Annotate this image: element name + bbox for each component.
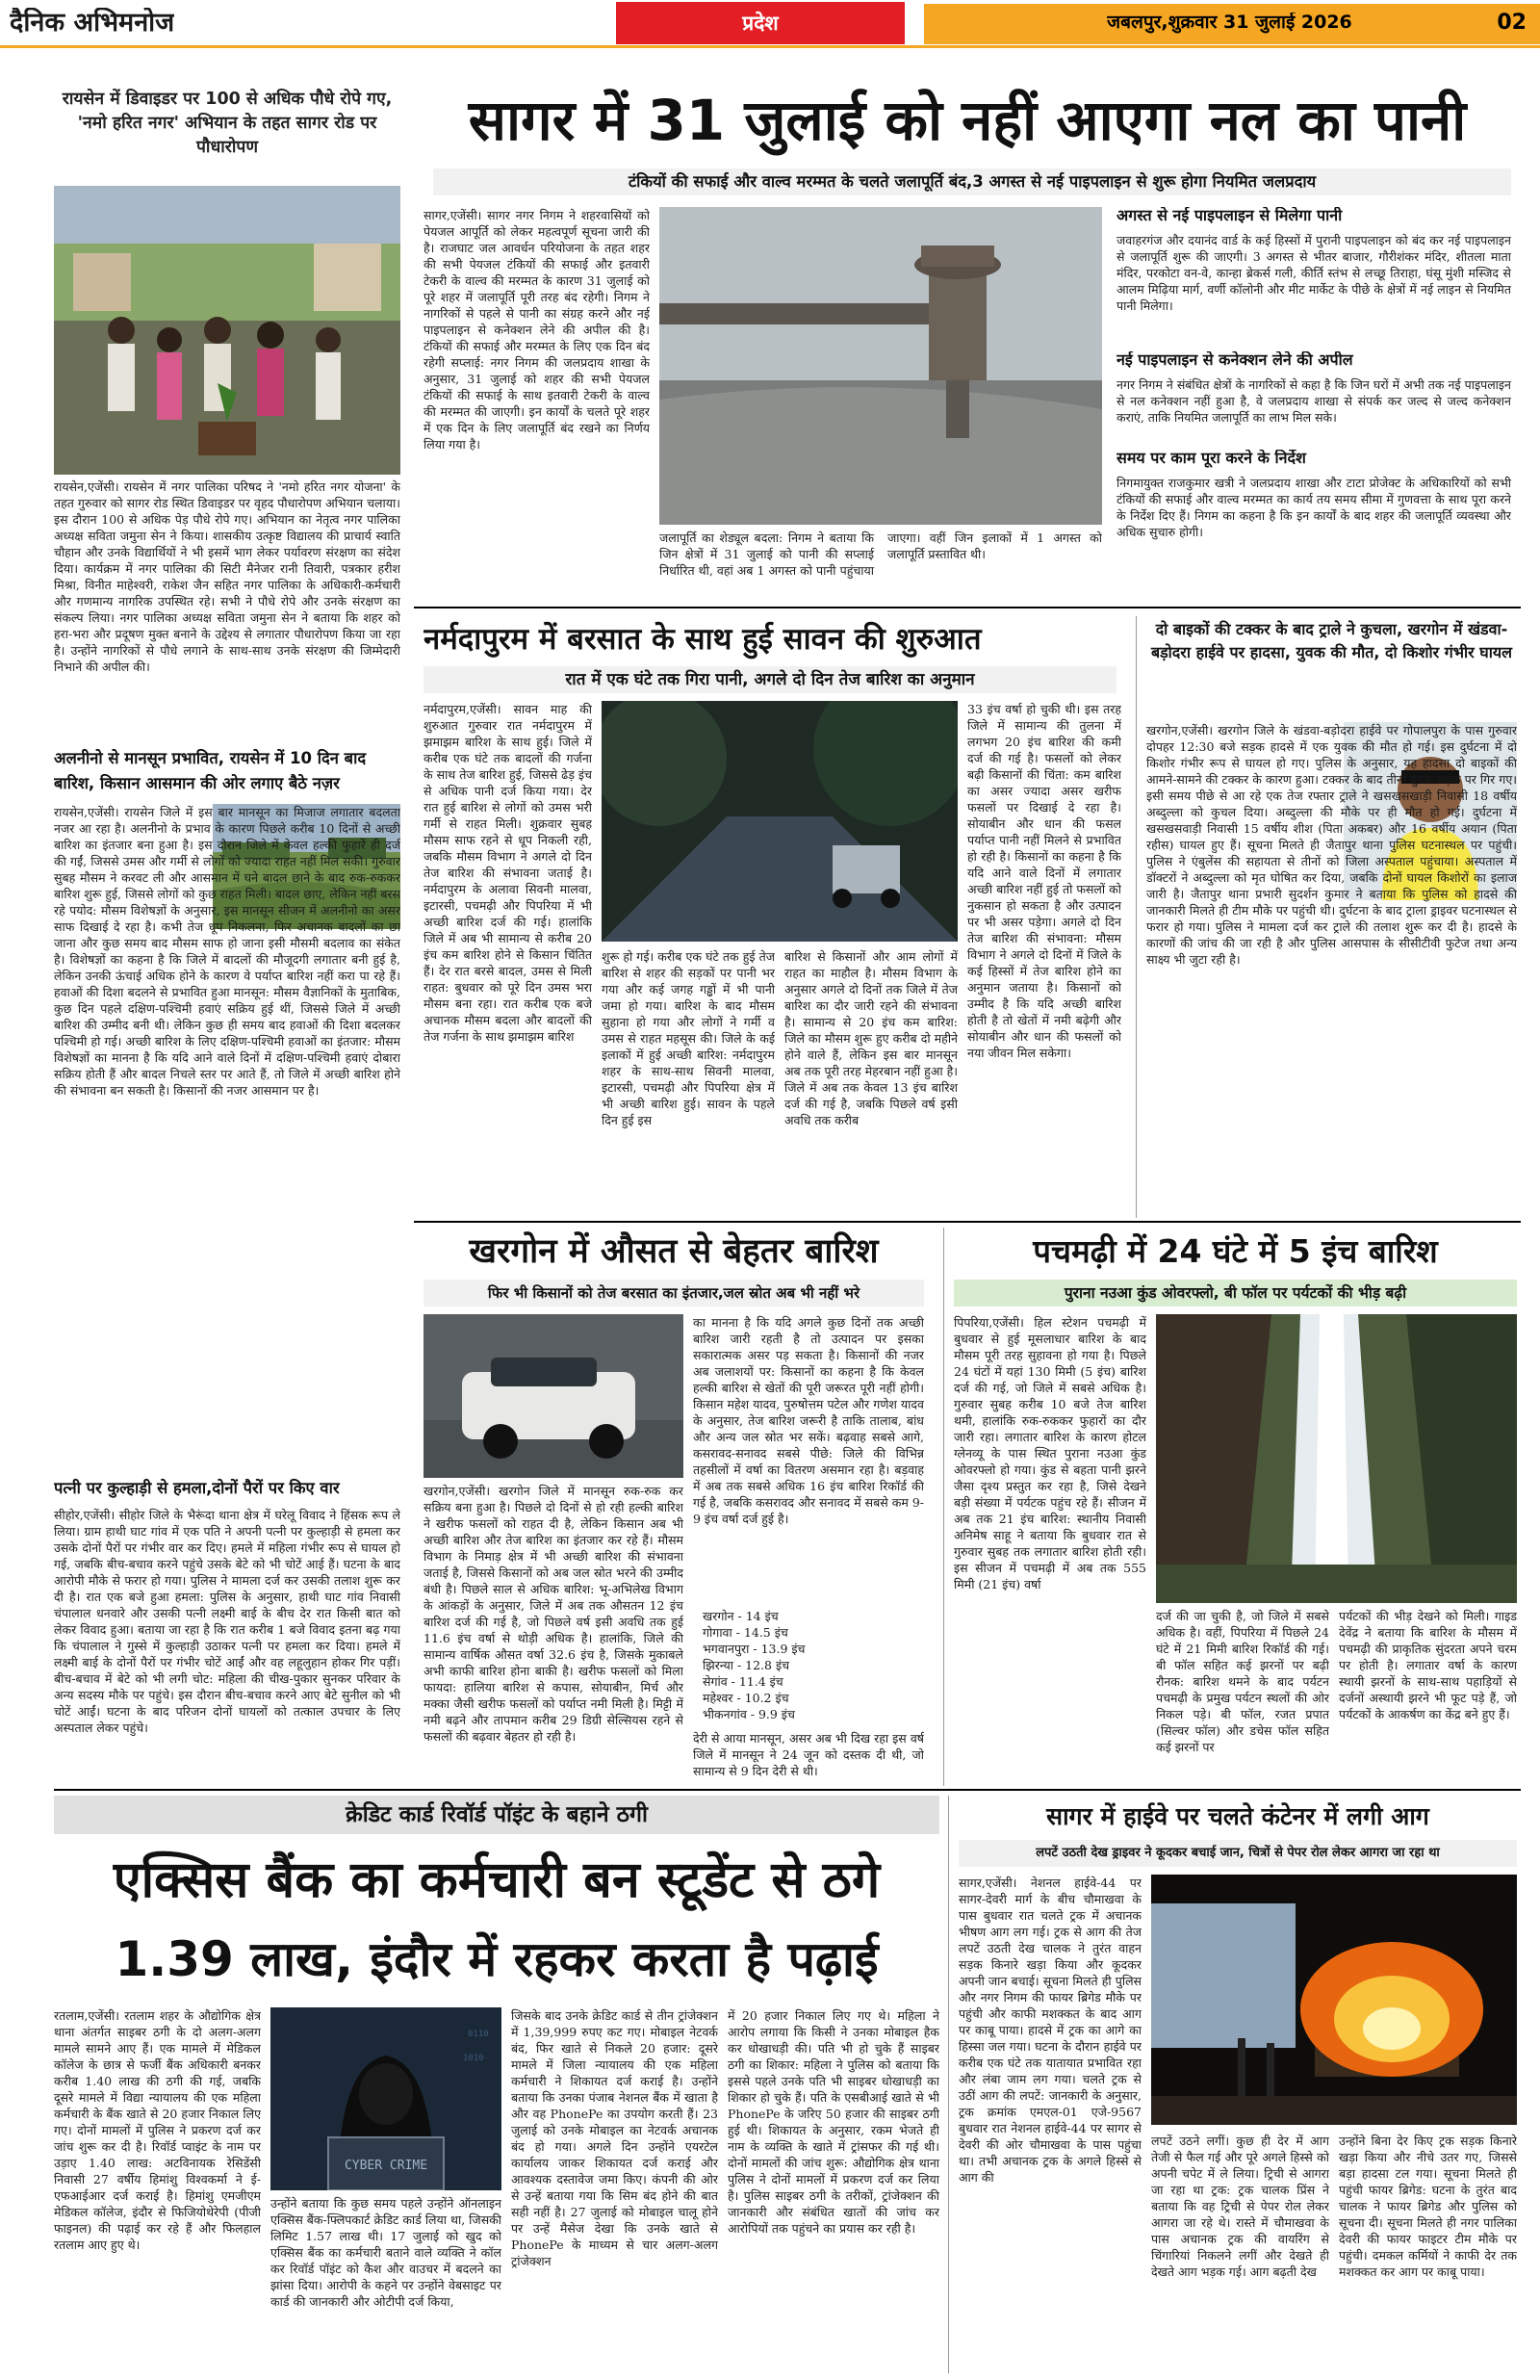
pachmarhi-col1: पिपरिया,एजेंसी। हिल स्टेशन पचमढ़ी में बुधवार से हुई मूसलाधार बारिश के बाद मौसम पूरी तरह सुहावना हो गया है। पिछले 24 घंटों में यहां 130 मिमी (5 इंच) बारिश दर्ज की गई, जो जिले में सबसे अधिक है। गुरुवार सुबह करीब 10 बजे तेज बारिश थमी, हालांकि रुक-रुककर फुहारों का दौर जारी रहा। लगातार बारिश के कारण होटल ग्लेनव्यू के पास स्थित पुराना नउआ कुंड ओवरफ्लो हो गया। कुंड से बहता पानी झरने जैसा दृश्य प्रस्तुत कर रहा है, जिसे देखने बड़ी संख्या में पर्यटक पहुंच रहे हैं। सीजन में अब तक 21 इंच बारिश: स्थानीय निवासी अनिमेष साहू ने बताया कि बुधवार रात से गुरुवार सुबह तक लगातार बारिश होती रही। इस सीजन में पचमढ़ी में अब तक 555 मिमी (21 इंच) वर्षा [954,1315,1146,1591]
khargone-rain-headline: खरगोन में औसत से बेहतर बारिश [469,1232,879,1271]
fraud-photo-caption: उन्होंने बताया कि कुछ समय पहले उन्होंने ऑनलाइन एक्सिस बैंक-फ्लिपकार्ट क्रेडिट कार्ड लिया था, जिसकी लिमिट 1.57 लाख थी। 17 जुलाई को खुद को एक्सिस बैंक का कर्मचारी बताने वाले व्यक्ति ने कॉल कर रिवॉर्ड पॉइंट को कैश और वाउचर में बदलने का झांसा दिया। आरोपी के कहने पर उन्होंने वेबसाइट पर कार्ड की जानकारी और ओटीपी दर्ज किया, [270,2196,501,2309]
sagar-fire-col3: उन्होंने बिना देर किए ट्रक सड़क किनारे खड़ा किया और नीचे उतर गए, जिससे बड़ा हादसा टल गया। सूचना मिलते ही पहुंची फायर ब्रिगेड: घटना के तुरंत बाद चालक ने फायर ब्रिगेड और पुलिस को सूचना दी। सूचना मिलते ही नगर पालिका देवरी की फायर फाइटर टीम मौके पर पहुंची। दमकल कर्मियों ने काफी देर तक मशक्कत कर आग पर काबू पाया। [1339,2134,1517,2279]
story-axe-attack-headline: पत्नी पर कुल्हाड़ी से हमला,दोनों पैरों पर किए वार [54,1479,340,1497]
khargone-rain-col2-tail: देरी से आया मानसून, असर अब भी दिख रहा इस वर्ष जिले में मानसून ने 24 जून को दस्तक दी थी, जो सामान्य से 9 दिन देरी से थी। [693,1731,924,1778]
side-para-3: निगमायुक्त राजकुमार खत्री ने जलप्रदाय शाखा और टाटा प्रोजेक्ट के अधिकारियों को सभी टंकियों की सफाई और वाल्व मरम्मत का कार्य तय समय सीमा में गुणवत्ता के साथ पूरा करने के निर्देश दिए हैं। निगम का कहना है कि इन कार्यों के बाद शहर की जलापूर्ति व्यवस्था और अधिक सुचारु होगी। [1116,476,1511,539]
khargone-accident-headline: दो बाइकों की टक्कर के बाद ट्राले ने कुचला, खरगोन में खंडवा-बड़ोदरा हाईवे पर हादसा, युवक की मौत, दो किशोर गंभीर घायल [1150,620,1513,661]
cyber-crime-screen-text: CYBER CRIME [344,2159,428,2173]
water-tank-photo-svg [659,207,1102,525]
story-alnino-headline: अलनीनो से मानसून प्रभावित, रायसेन में 10 दिन बाद बारिश, किसान आसमान की ओर लगाए बैठे नज़र [54,749,367,792]
khargone-rain-subhead: फिर भी किसानों को तेज बरसात का इंतजार,जल स्रोत अब भी नहीं भरे [424,1280,924,1306]
hacker-photo-svg [270,2007,501,2190]
pachmarhi-subhead: पुराना नउआ कुंड ओवरफ्लो, बी फॉल पर पर्यटकों की भीड़ बढ़ी [954,1280,1517,1306]
left-column [54,82,400,1776]
section-label: प्रदेश [742,12,779,35]
hacker-photo [270,2007,501,2190]
khargone-accident-story [1136,616,1521,1218]
khargone-rain-col2: का मानना है कि यदि अगले कुछ दिनों तक अच्छी बारिश जारी रहती है तो उत्पादन पर इसका सकारात्मक असर पड़ सकता है। किसानों की नजर अब जलाशयों पर: किसानों का कहना है कि केवल हल्की बारिश से खेतों की पूरी जरूरत पूरी नहीं होगी। किसान महेश यादव, पुरुषोत्तम पटेल और गणेश यादव के अनुसार, तेज बारिश जरूरी है ताकि तालाब, बांध और अन्य जल स्रोत भर सकें। बढ़वाह सबसे आगे, कसरावद-सनावद सबसे पीछे: जिले की विभिन्न तहसीलों में वर्षा का वितरण असमान रहा है। बड़वाह में अब तक सबसे अधिक 16 इंच बारिश रिकॉर्ड की गई है, जबकि कसरावद और सनावद में सबसे कम 9-9 इंच वर्षा दर्ज हुई है। [693,1315,924,1526]
lead-body-left: सागर,एजेंसी। सागर नगर निगम ने शहरवासियों को पेयजल आपूर्ति को लेकर महत्वपूर्ण सूचना जारी की है। राजघाट जल आवर्धन परियोजना के तहत शहर की सभी पेयजल टंकियों की सफाई और इतवारी टेकरी के वाल्व की मरम्मत के कारण 31 जुलाई को पूरे शहर में जलापूर्ति पूरी तरह बंद रहेगी। निगम ने नागरिकों से पहले से पानी का संग्रह करने और नई पाइपलाइन से कनेक्शन लेने की अपील की है। टंकियों की सफाई और मरम्मत के लिए एक दिन बंद रहेगी सप्लाई: नगर निगम की जलप्रदाय शाखा के अनुसार, 31 जुलाई को शहर की सभी पेयजल टंकियों की सफाई के साथ इतवारी टेकरी के वाल्व की मरम्मत की जाएगी। इन कार्यों के चलते पूरे शहर में एक दिन के लिए जलापूर्ति बंद रखने का निर्णय लिया गया है। [424,208,650,452]
pachmarhi-col2: दर्ज की जा चुकी है, जो जिले में सबसे अधिक है। वहीं, पिपरिया में पिछले 24 घंटे में 21 मिमी बारिश रिकॉर्ड की गई। बी फॉल सहित कई झरनों पर बढ़ी रौनक: बारिश थमने के बाद पर्यटन पचमढ़ी के प्रमुख पर्यटन स्थलों की ओर निकल पड़े। बी फॉल, रजत प्रपात (सिल्वर फॉल) और डचेस फॉल सहित कई झरनों पर [1156,1609,1329,1754]
plantation-photo-svg [54,186,400,475]
side-para-2: नगर निगम ने संबंधित क्षेत्रों के नागरिकों से कहा है कि जिन घरों में अभी तक नई पाइपलाइन से नल कनेक्शन नहीं हुआ है, वे जलप्रदाय शाखा से संपर्क कर जल्द से जल्द कनेक्शन कराएं, ताकि नियमित जलापूर्ति का लाभ मिल सके। [1116,377,1511,425]
lead-subhead: टंकियों की सफाई और वाल्व मरम्मत के चलते जलापूर्ति बंद,3 अगस्त से नई पाइपलाइन से शुरू होगा नियमित जलप्रदाय [433,168,1511,195]
story-raisen-plantation-body: रायसेन,एजेंसी। रायसेन में नगर पालिका परिषद ने 'नमो हरित नगर योजना' के तहत गुरुवार को सागर रोड स्थित डिवाइडर पर वृहद पौधारोपण अभियान चलाया। इस दौरान 100 से अधिक पेड़ पौधे रोपे गए। अभियान का नेतृत्व नगर पालिका अध्यक्ष सविता जमुना सेन ने किया। शासकीय उत्कृष्ट विद्यालय की प्राचार्य स्वाति चौहान और उनके विद्यार्थियों ने भी इसमें भाग लेकर पर्यावरण संरक्षण का संदेश दिया। कार्यक्रम में नगर पालिका की सिटी मैनेजर रानी तिवारी, पत्रकार हरीश मिश्रा, विनीत माहेश्वरी, राकेश जैन सहित नगर पालिका के अधिकारी-कर्मचारी और गणमान्य नागरिक उपस्थित रहे। सभी ने पौधे रोपे और उनके संरक्षण का संकल्प लिया। नगर पालिका अध्यक्ष सविता जमुना सेन ने बताया कि शहर को हरा-भरा और प्रदूषण मुक्त बनाने के उद्देश्य से लगातार पौधारोपण किया जा रहा है। उन्होंने नागरिकों से पौधे लगाने के साथ-साथ उनके संरक्षण की जिम्मेदारी निभाने की अपील की। [54,479,400,674]
rain-list-item: भीकनगांव - 9.9 इंच [703,1707,795,1721]
narmadapuram-col1: नर्मदापुरम,एजेंसी। सावन माह की शुरुआत गुरुवार रात नर्मदापुरम में झमाझम बारिश के साथ हुई। जिले में करीब एक घंटे तक बादलों की गर्जना के साथ तेज बारिश हुई, जिससे ढेड़ इंच से अधिक पानी दर्ज किया गया। देर रात हुई बारिश से लोगों को उमस भरी गर्मी से राहत मिली। शुक्रवार सुबह मौसम साफ रहने से धूप निकली रही, जबकि मौसम विभाग ने अगले दो दिन तेज बारिश की संभावना जताई है। नर्मदापुरम के अलावा सिवनी मालवा, इटारसी, पचमढ़ी और पिपरिया में भी अच्छी बारिश दर्ज की गई। हालांकि जिले में अब भी सामान्य से करीब 20 इंच कम बारिश होने से किसान चिंतित हैं। देर रात बरसे बादल, उमस से मिली राहत: बुधवार को पूरे दिन उमस भरा मौसम बना रहा। रात करीब एक बजे अचानक मौसम बदला और बादलों की तेज गर्जना के साथ झमाझम बारिश [424,702,592,1044]
sagar-fire-headline: सागर में हाईवे पर चलते कंटेनर में लगी आग [1046,1802,1429,1830]
car-rain-photo-svg [424,1314,683,1478]
side-subhead-1: अगस्त से नई पाइपलाइन से मिलेगा पानी [1116,207,1343,224]
fraud-story [54,1796,939,2373]
narmadapuram-headline: नर्मदापुरम में बरसात के साथ हुई सावन की शुरुआत [424,622,982,657]
rain-list-item: महेश्वर - 10.2 इंच [703,1691,789,1705]
rain-list-item: खरगोन - 14 इंच [703,1609,779,1623]
rain-tehsil-list [703,1608,924,1728]
fraud-col3: में 20 हजार निकाल लिए गए थे। महिला ने आरोप लगाया कि किसी ने उनका मोबाइल हैक कर धोखाधड़ी की। पति भी हो चुके हैं साइबर ठगी का शिकार: महिला ने पुलिस को बताया कि इससे पहले उनके पति भी साइबर धोखाधड़ी का शिकार हो चुके हैं। पति के एसबीआई खाते से भी PhonePe के जरिए 50 हजार की साइबर ठगी हुई थी। शिकायत के अनुसार, रकम भेजते ही नाम के व्यक्ति के खाते में ट्रांसफर की गई थी। दोनों मामलों की जांच शुरू: औद्योगिक क्षेत्र थाना पुलिस ने दोनों मामलों में प्रकरण दर्ज कर लिया है। पुलिस साइबर ठगी के तरीकों, ट्रांजेक्शन की जानकारी और संबंधित खातों की जांच कर आरोपियों तक पहुंचने का प्रयास कर रही है। [728,2008,939,2236]
masthead [0,0,1540,48]
rain-list-item: झिरन्या - 12.8 इंच [703,1658,790,1672]
story-axe-attack-body: सीहोर,एजेंसी। सीहोर जिले के भैरूंदा थाना क्षेत्र में घरेलू विवाद ने हिंसक रूप ले लिया। ग्राम हाथी घाट गांव में एक पति ने अपनी पत्नी पर कुल्हाड़ी से हमला कर उसके दोनों पैरों पर गंभीर वार कर दिए। हमले में महिला गंभीर रूप से घायल हो गई, जबकि बीच-बचाव करने पहुंचे उसके बेटे को भी चोटें आई हैं। घटना के बाद आरोपी मौके से फरार हो गया। पुलिस ने मामला दर्ज कर उसकी तलाश शुरू कर दी है। रात एक बजे हुआ हमला: पुलिस के अनुसार, हाथी घाट गांव निवासी चंपालाल धनवारे और उसकी पत्नी लक्ष्मी बाई के बीच देर रात किसी बात को लेकर विवाद हुआ। बताया जा रहा है कि रात करीब 1 बजे विवाद इतना बढ़ गया कि चंपालाल ने गुस्से में कुल्हाड़ी उठाकर पत्नी पर हमला कर दिया। हमले में लक्ष्मी बाई के दोनों पैरों पर गंभीर चोटें आईं और वह लहूलुहान होकर गिर पड़ीं। बीच-बचाव में बेटे को भी लगी चोट: महिला की चीख-पुकार सुनकर परिवार के अन्य सदस्य मौके पर पहुंचे। इस दौरान बीच-बचाव करने आए बेटे सुनील को भी चोटें आईं। घटना के बाद परिजन दोनों घायलों को तत्काल उपचार के लिए अस्पताल लेकर पहुंचे। [54,1508,400,1735]
dateline: जबलपुर,शुक्रवार 31 जुलाई 2026 [1107,13,1352,33]
rain-road-photo-svg [602,701,958,942]
rain-list-item: गोगावा - 14.5 इंच [703,1625,788,1640]
khargone-rain-story [414,1228,934,1786]
car-rain-photo [424,1314,683,1478]
lead-headline: सागर में 31 जुलाई को नहीं आएगा नल का पानी [468,88,1467,153]
lead-divider [414,607,1521,608]
plantation-photo [54,186,400,475]
fraud-kicker: क्रेडिट कार्ड रिवॉर्ड पॉइंट के बहाने ठगी [54,1796,939,1834]
khargone-rain-col1: खरगोन,एजेंसी। खरगोन जिले में मानसून रुक-रुक कर सक्रिय बना हुआ है। पिछले दो दिनों से हो रही हल्की बारिश ने खरीफ फसलों को राहत दी है, लेकिन किसान अब भी अच्छी बारिश और तेज बारिश का इंतजार कर रहे हैं। मौसम विभाग के निमाड़ क्षेत्र में भी अच्छी बारिश की संभावना जताई है, जिससे किसानों को अब जल स्रोत भरने की उम्मीद बंधी है। पिछले साल से अधिक बारिश: भू-अभिलेख विभाग के आंकड़ों के अनुसार, जिले में अब तक औसतन 12 इंच बारिश दर्ज की गई है, जो पिछले वर्ष इसी अवधि तक हुई 11.6 इंच वर्षा से थोड़ी अधिक है। हालांकि, जिले की सामान्य वार्षिक औसत वर्षा 32.6 इंच है, जिसके मुकाबले अभी काफी बारिश होना बाकी है। खरीफ फसलों को मिला फायदा: हालिया बारिश से कपास, सोयाबीन, मिर्च और मक्का जैसी खरीफ फसलों को पर्याप्त नमी मिली है। मिट्टी में नमी बढ़ने और तापमान करीब 29 डिग्री सेल्सियस रहने से फसलों की बढ़वार बेहतर हो रही है। [424,1484,683,1744]
fraud-col2: जिसके बाद उनके क्रेडिट कार्ड से तीन ट्रांजेक्शन में 1,39,999 रुपए कट गए। मोबाइल नेटवर्क बंद, फिर खाते से निकले 20 हजार: दूसरे मामले में जिला न्यायालय की एक महिला कर्मचारी ने शिकायत दर्ज कराई है। उन्होंने बताया कि उनका पंजाब नेशनल बैंक में खाता है और वह PhonePe का उपयोग करती हैं। 23 जुलाई को उनके मोबाइल का नेटवर्क अचानक बंद हो गया। अगले दिन उन्होंने एयरटेल कार्यालय जाकर शिकायत दर्ज कराई और आवश्यक दस्तावेज जमा किए। कंपनी की ओर से उन्हें बताया गया कि सिम बंद होने की बात सही नहीं है। 27 जुलाई को मोबाइल चालू होने पर उन्हें मैसेज देखा कि उनके खाते से PhonePe के माध्यम से चार अलग-अलग ट्रांजेक्शन [511,2008,718,2268]
section-tab [616,2,905,44]
date-bar [924,4,1540,44]
sagar-fire-subhead: लपटें उठती देख ड्राइवर ने कूदकर बचाई जान, चित्रों से पेपर रोल लेकर आगरा जा रहा था [959,1840,1517,1867]
truck-fire-photo-svg [1151,1875,1517,2125]
side-subhead-2: नई पाइपलाइन से कनेक्शन लेने की अपील [1116,351,1353,369]
sagar-fire-col2: लपटें उठने लगीं। कुछ ही देर में आग तेजी से फैल गई और पूरे अगले हिस्से को अपनी चपेट में ले लिया। ट्रिची से आगरा जा रहा था ट्रक: ट्रक चालक प्रिंस ने बताया कि वह ट्रिची से पेपर रोल लेकर आगरा जा रहे थे। रास्ते में चौमाखवा के पास अचानक ट्रक की वायरिंग से चिंगारियां निकलने लगीं और देखते ही देखते आग भड़क गई। आग बढ़ती देख [1151,2134,1329,2279]
story-alnino-body: रायसेन,एजेंसी। रायसेन जिले में इस बार मानसून का मिजाज लगातार बदलता नजर आ रहा है। अलनीनो के प्रभाव के कारण पिछले करीब 10 दिनों से अच्छी बारिश का इंतजार बना हुआ है। इस दौरान जिले में केवल हल्की फुहारें ही दर्ज की गईं, जिससे उमस और गर्मी से लोगों को ज्यादा राहत नहीं मिल सकी। गुरुवार सुबह मौसम ने करवट ली और आसमान में घने बादल छाने के बाद रुक-रुककर बारिश शुरू हुई, जिससे लोगों को कुछ राहत मिली। बादल छाए, लेकिन नहीं बरस रहे पयोद: मौसम विशेषज्ञों के अनुसार, इस मानसून सीजन में अलनीनो का असर साफ दिखाई दे रहा है। कभी तेज धूप निकलना, फिर अचानक बादलों का छा जाना और कुछ समय बाद मौसम साफ हो जाना इसी मौसमी बदलाव का संकेत है। विशेषज्ञों का कहना है कि जिले में बादलों की मौजूदगी लगातार बनी हुई है, लेकिन उनकी ऊंचाई अधिक होने के कारण वे पर्याप्त बारिश नहीं करा पा रहे हैं। हवाओं की दिशा बदलने से प्रभावित हुआ मानसून: मौसम वैज्ञानिकों के मुताबिक, कुछ दिन पहले दक्षिण-पश्चिमी हवाएं सक्रिय हुई थीं, जिससे जिले में अच्छी बारिश की उम्मीद बनी थी। लेकिन कुछ ही समय बाद हवाओं की दिशा बदलकर पश्चिमी हो गई। अच्छी बारिश के लिए दक्षिण-पश्चिमी हवाओं का इंतजार: मौसम विशेषज्ञों का मानना है कि यदि आने वाले दिनों में दक्षिण-पश्चिमी हवाएं दोबारा सक्रिय होती हैं और बादल निचले स्तर पर आते हैं, तो जिले में अच्छी बारिश होने की संभावना बन सकती है। किसानों की नजर आसमान पर है। [54,805,400,1098]
fraud-headline-line2: 1.39 लाख, इंदौर में रहकर करता है पढ़ाई [115,1931,879,1987]
waterfall-photo [1156,1314,1517,1603]
narmadapuram-subhead: रात में एक घंटे तक गिरा पानी, अगले दो दिन तेज बारिश का अनुमान [424,666,1116,693]
side-para-1: जवाहरगंज और दयानंद वार्ड के कई हिस्सों में पुरानी पाइपलाइन को बंद कर नई पाइपलाइन से जलापूर्ति शुरू की जाएगी। 3 अगस्त से भीतर बाजार, गौरीशंकर मंदिर, शीतला माता मंदिर, परकोटा वन-वे, कान्हा ब्रेकर्स गली, कीर्ति स्तंभ से लच्छू तिराहा, घंसू मुंशी मस्जिद से आलम मिढ़िया मार्ग, वर्णी कॉलोनी और मीट मार्केट के पीछे के क्षेत्रों में नई लाइन से नियमित पानी मिलेगा। [1116,233,1511,313]
lead-photo-caption: जलापूर्ति का शेड्यूल बदला: निगम ने बताया कि जिन क्षेत्रों में 31 जुलाई को पानी की सप्लाई निर्धारित थी, वहां अब 1 अगस्त को पानी पहुंचाया जाएगा। वहीं जिन इलाकों में 1 अगस्त को जलापूर्ति प्रस्तावित थी। [659,530,1102,578]
pachmarhi-col3: पर्यटकों की भीड़ देखने को मिली। गाइड देवेंद्र ने बताया कि बारिश के मौसम में पचमढ़ी की प्राकृतिक सुंदरता अपने चरम पर होती है। लगातार वर्षा के कारण स्थायी झरनों के साथ-साथ पहाड़ियों से दर्जनों अस्थायी झरने भी फूट पड़े हैं, जो पर्यटकों के आकर्षण का केंद्र बने हुए हैं। [1339,1609,1517,1721]
rain-list-item: भगवानपुरा - 13.9 इंच [703,1642,806,1656]
svg-text:0110: 0110 [468,2030,489,2039]
sagar-fire-col1: सागर,एजेंसी। नेशनल हाईवे-44 पर सागर-देवरी मार्ग के बीच चौमाखवा के पास बुधवार रात चलते ट्रक में अचानक भीषण आग लग गई। ट्रक से आग की तेज लपटें उठती देख चालक ने तुरंत वाहन सड़क किनारे खड़ा किया और कूदकर अपनी जान बचाई। सूचना मिलते ही पुलिस और नगर निगम की फायर ब्रिगेड मौके पर पहुंची और काफी मशक्कत के बाद आग पर काबू पाया। हादसे में ट्रक का आगे का हिस्सा जल गया। घटना के दौरान हाईवे पर करीब एक घंटे तक यातायात प्रभावित रहा और लंबा जाम लग गया। चलते ट्रक से उठीं आग की लपटें: जानकारी के अनुसार, ट्रक क्रमांक एमएल-01 एजे-9567 बुधवार रात नेशनल हाईवे-44 पर सागर से देवरी की ओर चौमाखवा के पास पहुंचा था। तभी अचानक ट्रक के अगले हिस्से से आग की [959,1876,1142,2185]
fraud-headline-line1: एक्सिस बैंक का कर्मचारी बन स्टूडेंट से ठगे [113,1851,881,1909]
rain-road-photo [602,701,958,942]
waterfall-photo-svg [1156,1314,1517,1603]
narmadapuram-col3: बारिश से किसानों और आम लोगों में राहत का माहौल है। मौसम विभाग के अनुसार अगले दो दिनों तक जिले में तेज बारिश का दौर जारी रहने की संभावना है। सामान्य से 20 इंच कम बारिश: जिले का मौसम शुरू हुए करीब दो महीने होने वाले हैं, लेकिन इस बार मानसून अब तक पूरी तरह मेहरबान नहीं हुआ है। जिले में अब तक केवल 13 इंच बारिश दर्ज की गई है, जबकि पिछले वर्ष इसी अवधि तक करीब [784,949,958,1127]
rain-list-item: सेगांव - 11.4 इंच [703,1674,783,1689]
narmadapuram-col2: शुरू हो गई। करीब एक घंटे तक हुई तेज बारिश से शहर की सड़कों पर पानी भर गया और कई जगह गड्ढों में भी पानी जमा हो गया। बारिश के बाद मौसम सुहाना हो गया और लोगों ने गर्मी व उमस से राहत महसूस की। जिले के कई इलाकों में हुई अच्छी बारिश: नर्मदापुरम शहर के साथ-साथ सिवनी मालवा, इटारसी, पचमढ़ी और पिपरिया क्षेत्र में भी अच्छी बारिश हुई। सावन के पहले दिन हुई इस [602,949,775,1127]
paper-name: दैनिक अभिमनोज [10,8,175,38]
page-number: 02 [1497,11,1527,35]
pachmarhi-story [943,1228,1521,1786]
story-raisen-plantation-headline: रायसेन में डिवाइडर पर 100 से अधिक पौधे रोपे गए, 'नमो हरित नगर' अभियान के तहत सागर रोड पर पौधारोपण [62,90,393,157]
fraud-col1: रतलाम,एजेंसी। रतलाम शहर के औद्योगिक क्षेत्र थाना अंतर्गत साइबर ठगी के दो अलग-अलग मामले सामने आए हैं। एक मामले में मेडिकल कॉलेज के छात्र से फर्जी बैंक अधिकारी बनकर करीब 1.40 लाख की ठगी की गई, जबकि दूसरे मामले में विद्या न्यायालय की एक महिला कर्मचारी के बैंक खाते से 20 हजार निकाल लिए गए। दोनों मामलों में पुलिस ने प्रकरण दर्ज कर जांच शुरू कर दी है। रिवॉर्ड प्वाइंट के नाम पर उड़ाए 1.40 लाख: अटविनायक रेसिडेंसी निवासी 27 वर्षीय हिमांशु विश्वकर्मा ने ई-एफआईआर दर्ज कराई है। हिमांशु एमजीएम मेडिकल कॉलेज, इंदौर से फिजियोथेरेपी (पीजी फाइनल) की पढ़ाई कर रहे हैं और फिलहाल रतलाम आए हुए थे। [54,2008,261,2252]
narmadapuram-story [414,616,1126,1218]
narmadapuram-col4: 33 इंच वर्षा हो चुकी थी। इस तरह जिले में सामान्य की तुलना में लगभग 20 इंच बारिश की कमी दर्ज की गई है। फसलों को लेकर बढ़ी किसानों की चिंता: कम बारिश का असर ज्यादा असर खरीफ फसलों पर दिखाई दे रहा है। सोयाबीन और धान की फसल पर्याप्त पानी नहीं मिलने से प्रभावित हो रही है। किसानों का कहना है कि यदि आने वाले दिनों में लगातार अच्छी बारिश नहीं हुई तो फसलों को नुकसान हो सकता है और उत्पादन पर भी असर पड़ेगा। अगले दो दिन तेज बारिश की संभावना: मौसम विभाग ने अगले दो दिनों में जिले के कई हिस्सों में तेज बारिश होने का अनुमान जताया है। किसानों को उम्मीद है कि यदि अच्छी बारिश होती है तो खेतों में नमी बढ़ेगी और सोयाबीन और धान की फसलों को नया जीवन मिल सकेगा। [967,702,1121,1060]
khargone-accident-body: खरगोन,एजेंसी। खरगोन जिले के खंडवा-बड़ोदरा हाईवे पर गोपालपुरा के पास गुरुवार दोपहर 12:30 बजे सड़क हादसे में एक युवक की मौत हो गई। इस दुर्घटना में दो किशोर गंभीर रूप से घायल हो गए। पुलिस के अनुसार, यह हादसा दो बाइकों की आमने-सामने की टक्कर के कारण हुआ। टक्कर के बाद तीनों युवक सड़क पर गिर गए। इसी समय पीछे से आ रहे एक तेज रफ्तार ट्राले ने खसखसखाड़ी निवासी 18 वर्षीय अब्दुल्ला को कुचल दिया। अब्दुल्ला की मौके पर ही मौत हो गई। दुर्घटना में खसखसवाड़ी निवासी 15 वर्षीय शीश (पिता अकबर) और 16 वर्षीय अयान (पिता रहीस) घायल हुए हैं। सूचना मिलते ही जैतापुर थाना पुलिस घटनास्थल पर पहुंची। पुलिस ने एंबुलेंस की सहायता से तीनों को जिला अस्पताल पहुंचाया। अस्पताल में डॉक्टरों ने अब्दुल्ला को मृत घोषित कर दिया, जबकि दोनों घायल किशोरों का इलाज जारी है। जैतापुर थाना प्रभारी सुदर्शन कुमार ने बताया कि पुलिस को हादसे की जानकारी मिलते ही टीम मौके पर पहुंची थी। दुर्घटना के बाद ट्राला ड्राइवर घटनास्थल से फरार हो गया। पुलिस ने मामला दर्ज कर ट्राले की तलाश शुरू कर दी है। हादसे के कारणों की जांच की जा रही है और पुलिस आसपास के सीसीटीवी फुटेज तथा अन्य साक्ष्य भी जुटा रही है। [1146,723,1517,967]
truck-fire-photo [1151,1875,1517,2125]
mid-divider [414,1221,1521,1223]
pachmarhi-headline: पचमढ़ी में 24 घंटे में 5 इंच बारिश [1033,1232,1438,1270]
bottom-divider [54,1789,1521,1791]
lead-story [414,82,1521,607]
svg-text:1010: 1010 [463,2054,484,2063]
sagar-fire-story [948,1796,1521,2373]
water-tank-photo [659,207,1102,525]
side-subhead-3: समय पर काम पूरा करने के निर्देश [1116,450,1306,467]
